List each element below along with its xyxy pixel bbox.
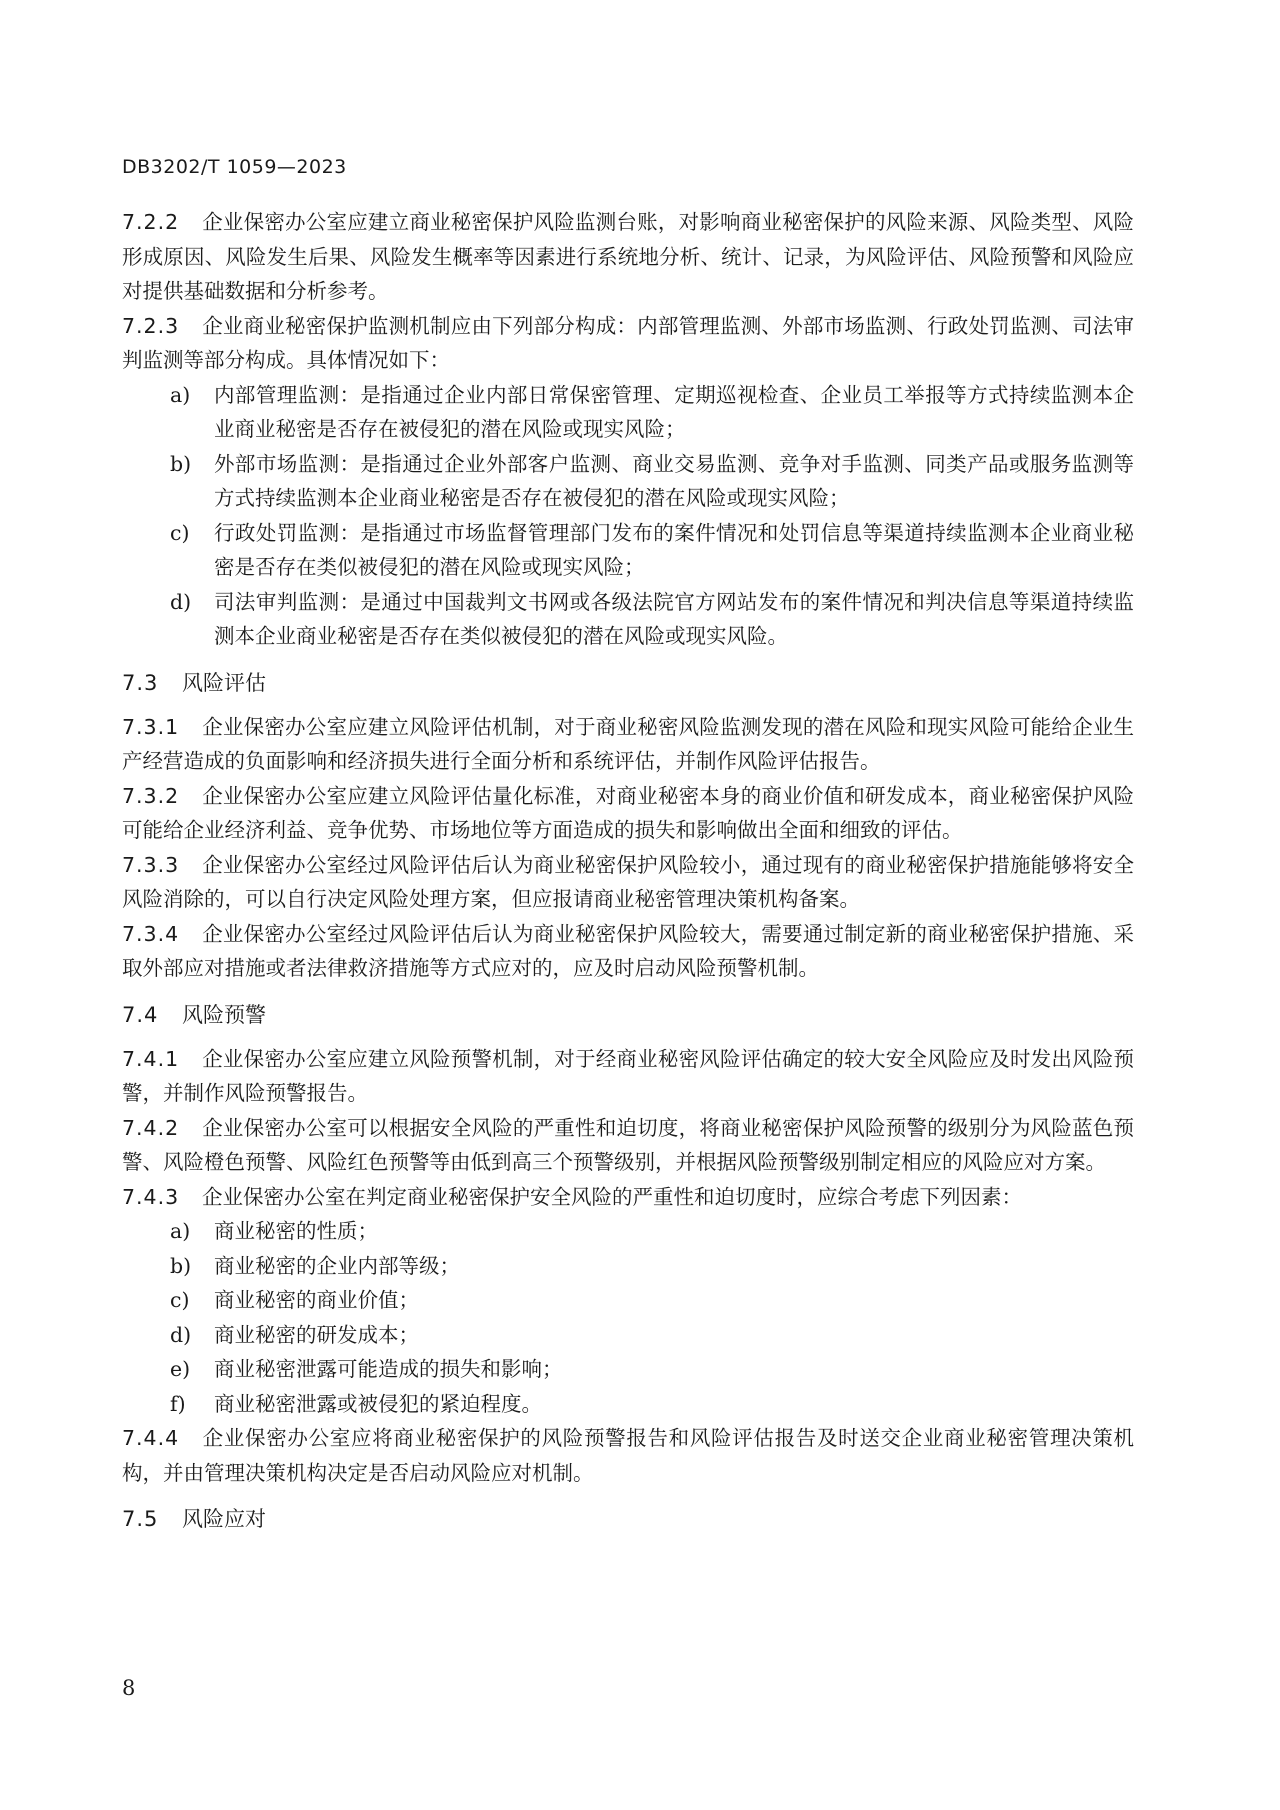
- list-item: [122, 378, 1134, 447]
- clause-number: 7.4.1: [122, 1046, 180, 1071]
- list-label: a): [170, 1219, 191, 1243]
- factor-list: [122, 1214, 1134, 1421]
- list-item: [122, 1249, 1134, 1284]
- list-text: 商业秘密泄露或被侵犯的紧迫程度。: [214, 1391, 542, 1416]
- list-label: c): [170, 520, 190, 545]
- list-label: b): [170, 451, 192, 476]
- clause-text: 企业保密办公室可以根据安全风险的严重性和迫切度，将商业秘密保护风险预警的级别分为风险蓝色预警、风险橙色预警、风险红色预警等由低到高三个预警级别，并根据风险预警级别制定相应的风险应对方案。: [122, 1115, 1134, 1174]
- list-item: [122, 1352, 1134, 1387]
- list-text: 商业秘密的性质；: [214, 1219, 378, 1243]
- clause-7-3-2: [122, 779, 1134, 848]
- list-label: f): [170, 1391, 186, 1416]
- clause-7-4-4: [122, 1421, 1134, 1490]
- list-item: [122, 1283, 1134, 1318]
- section-heading-7-5: [122, 1502, 1134, 1536]
- clause-text: 企业保密办公室应建立商业秘密保护风险监测台账，对影响商业秘密保护的风险来源、风险类型、风险形成原因、风险发生后果、风险发生概率等因素进行系统地分析、统计、记录，为风险评估、风险预警和风险应对提供基础数据和分析参考。: [122, 210, 1134, 303]
- list-item: [122, 585, 1134, 654]
- clause-7-2-2: [122, 205, 1134, 309]
- clause-text: 企业保密办公室经过风险评估后认为商业秘密保护风险较小，通过现有的商业秘密保护措施能够将安全风险消除的，可以自行决定风险处理方案，但应报请商业秘密管理决策机构备案。: [122, 852, 1134, 911]
- list-item: [122, 447, 1134, 516]
- clause-number: 7.4.4: [122, 1426, 180, 1450]
- page-number: 8: [122, 1676, 136, 1700]
- clause-7-4-3: [122, 1180, 1134, 1215]
- clause-7-3-4: [122, 917, 1134, 986]
- page-body: [122, 205, 1134, 1546]
- list-label: a): [170, 382, 191, 407]
- clause-text: 企业保密办公室应建立风险预警机制，对于经商业秘密风险评估确定的较大安全风险应及时发出风险预警，并制作风险预警报告。: [122, 1046, 1134, 1105]
- section-title: 风险预警: [182, 1002, 266, 1027]
- clause-text: 企业商业秘密保护监测机制应由下列部分构成：内部管理监测、外部市场监测、行政处罚监测、司法审判监测等部分构成。具体情况如下：: [122, 313, 1134, 372]
- list-text: 内部管理监测：是指通过企业内部日常保密管理、定期巡视检查、企业员工举报等方式持续监测本企业商业秘密是否存在被侵犯的潜在风险或现实风险；: [214, 382, 1134, 441]
- section-heading-7-3: [122, 666, 1134, 700]
- list-label: c): [170, 1288, 190, 1312]
- clause-number: 7.2.2: [122, 210, 180, 234]
- section-number: 7.3: [122, 670, 159, 695]
- clause-text: 企业保密办公室应建立风险评估量化标准，对商业秘密本身的商业价值和研发成本，商业秘密保护风险可能给企业经济利益、竞争优势、市场地位等方面造成的损失和影响做出全面和细致的评估。: [122, 783, 1134, 842]
- clause-7-2-3: [122, 309, 1134, 378]
- list-text: 行政处罚监测：是指通过市场监督管理部门发布的案件情况和处罚信息等渠道持续监测本企业商业秘密是否存在类似被侵犯的潜在风险或现实风险；: [214, 520, 1134, 579]
- clause-number: 7.4.3: [122, 1184, 180, 1209]
- clause-number: 7.3.2: [122, 783, 180, 808]
- clause-number: 7.4.2: [122, 1115, 180, 1140]
- list-label: e): [170, 1357, 191, 1381]
- list-text: 商业秘密的企业内部等级；: [214, 1253, 460, 1278]
- list-label: d): [170, 1322, 192, 1347]
- list-text: 商业秘密泄露可能造成的损失和影响；: [214, 1357, 563, 1381]
- clause-text: 企业保密办公室应将商业秘密保护的风险预警报告和风险评估报告及时送交企业商业秘密管理决策机构，并由管理决策机构决定是否启动风险应对机制。: [122, 1426, 1134, 1485]
- list-item: [122, 1387, 1134, 1422]
- section-title: 风险评估: [182, 670, 266, 695]
- list-label: b): [170, 1253, 192, 1278]
- clause-7-4-2: [122, 1111, 1134, 1180]
- section-heading-7-4: [122, 998, 1134, 1032]
- clause-number: 7.3.4: [122, 921, 180, 946]
- monitoring-list: [122, 378, 1134, 654]
- clause-number: 7.3.3: [122, 852, 180, 877]
- list-text: 司法审判监测：是通过中国裁判文书网或各级法院官方网站发布的案件情况和判决信息等渠道持续监测本企业商业秘密是否存在类似被侵犯的潜在风险或现实风险。: [214, 589, 1134, 648]
- section-number: 7.5: [122, 1507, 159, 1531]
- section-title: 风险应对: [182, 1507, 266, 1531]
- clause-number: 7.3.1: [122, 714, 180, 739]
- list-text: 商业秘密的研发成本；: [214, 1322, 419, 1347]
- list-item: [122, 1214, 1134, 1249]
- list-text: 商业秘密的商业价值；: [214, 1288, 419, 1312]
- clause-text: 企业保密办公室在判定商业秘密保护安全风险的严重性和迫切度时，应综合考虑下列因素：: [202, 1184, 1022, 1209]
- clause-number: 7.2.3: [122, 313, 180, 338]
- clause-text: 企业保密办公室应建立风险评估机制，对于商业秘密风险监测发现的潜在风险和现实风险可能给企业生产经营造成的负面影响和经济损失进行全面分析和系统评估，并制作风险评估报告。: [122, 714, 1134, 773]
- clause-7-4-1: [122, 1042, 1134, 1111]
- standard-code: DB3202/T 1059—2023: [122, 156, 347, 178]
- clause-7-3-1: [122, 710, 1134, 779]
- list-item: [122, 1318, 1134, 1353]
- clause-text: 企业保密办公室经过风险评估后认为商业秘密保护风险较大，需要通过制定新的商业秘密保护措施、采取外部应对措施或者法律救济措施等方式应对的，应及时启动风险预警机制。: [122, 921, 1134, 980]
- section-number: 7.4: [122, 1002, 159, 1027]
- list-label: d): [170, 589, 192, 614]
- list-item: [122, 516, 1134, 585]
- list-text: 外部市场监测：是指通过企业外部客户监测、商业交易监测、竞争对手监测、同类产品或服务监测等方式持续监测本企业商业秘密是否存在被侵犯的潜在风险或现实风险；: [214, 451, 1134, 510]
- clause-7-3-3: [122, 848, 1134, 917]
